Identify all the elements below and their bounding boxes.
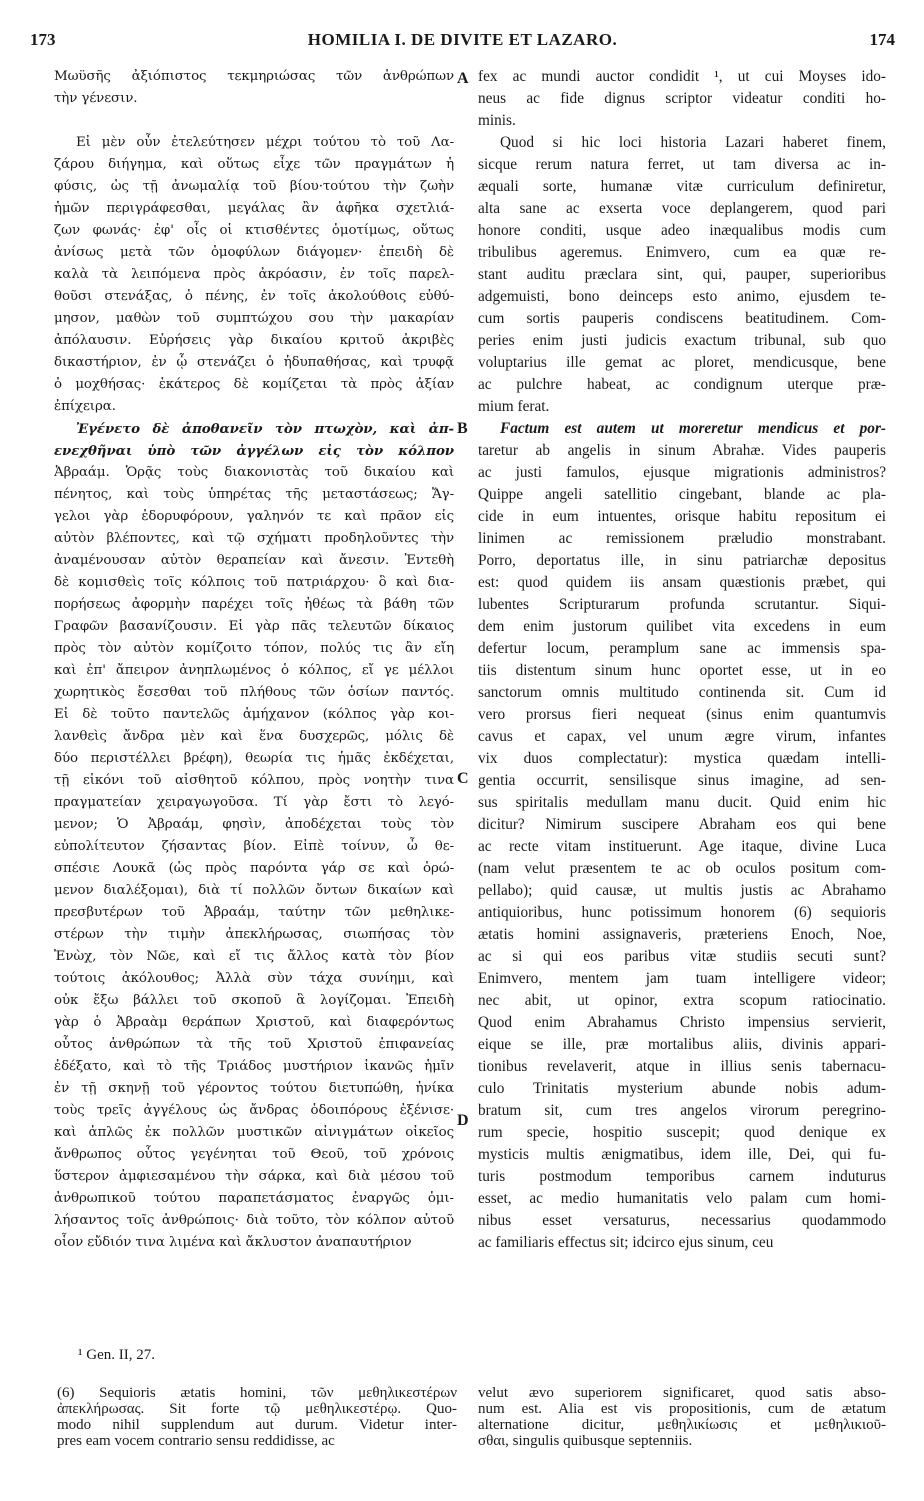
text-line: μενον διαλέξομαι), διὰ τί πολλῶν ὄντων δικαίων καὶ bbox=[54, 883, 454, 898]
text-line: eique se ille, præ mortalibus aliis, divinis appari- bbox=[478, 1036, 886, 1053]
footnote-line: num est. Alia est vis propositionis, cum de ætatum bbox=[478, 1401, 886, 1417]
text-line: nec abit, ut opinor, extra scopum ratiocinatio. bbox=[478, 992, 886, 1009]
text-line: ἀναμένουσαν αὐτὸν θεραπείαν καὶ ἄνεσιν. Ἐντεθὴ bbox=[54, 553, 454, 568]
section-marker-a: A bbox=[457, 70, 469, 87]
text-line: neus ac fide dignus scriptor videatur conditi ho- bbox=[478, 90, 886, 107]
text-line: ὁ μοχθήσας· ἑκάτερος δὲ κομίζεται τὰ πρὸς ἀξίαν bbox=[54, 377, 454, 392]
text-line: ac recte vitam instituerunt. Age itaque, divine Luca bbox=[478, 838, 886, 855]
page-header bbox=[30, 30, 895, 56]
text-line: Γραφῶν βασανίζουσιν. Εἰ γὰρ πᾶς τελευτῶν δίκαιος bbox=[54, 619, 454, 634]
text-line: ac familiaris effectus sit; idcirco ejus sinum, ceu bbox=[478, 1234, 774, 1251]
text-line: ζων φωνάς· ἐφ' οἷς οἱ κτισθέντες ὁμοτίμως, οὕτως bbox=[54, 223, 454, 238]
text-line bbox=[54, 110, 454, 132]
text-line: tionibus revelaverit, atque in illius senis tabernacu- bbox=[478, 1058, 886, 1075]
text-line: χωρητικὸς ἔσεσθαι τοῦ πλήθους τῶν ὁσίων παντός. bbox=[54, 685, 454, 700]
text-line: Ἐγένετο δὲ ἀποθανεῖν τὸν πτωχὸν, καὶ ἀπ- bbox=[76, 421, 454, 437]
text-line: sus spiritalis medullam manu ducit. Quid enim hic bbox=[478, 794, 886, 811]
footnote-line: pres eam vocem contrario sensu reddidisse, ac bbox=[57, 1433, 335, 1449]
text-line: defertur locum, peramplum sane ac immensis spa- bbox=[478, 640, 886, 657]
text-line: ἡμῶν περιγράφεσθαι, μεγάλας ἂν ἀφῆκα σχετλιά- bbox=[54, 201, 454, 216]
text-line: tribulibus ageremus. Enimvero, cum ea quæ re- bbox=[478, 244, 886, 261]
text-line: τῇ εἰκόνι τοῦ αἰσθητοῦ κόλπου, πρὸς νοητὴν τινα bbox=[54, 773, 454, 788]
text-line: Μωϋσῆς ἀξιόπιστος τεκμηριώσας τῶν ἀνθρώπων bbox=[54, 69, 454, 84]
text-line: φύσις, ὡς τῇ ἀνωμαλίᾳ τοῦ βίου·τούτου τὴν ζωὴν bbox=[54, 179, 454, 194]
text-line: vix duos complectatur): mystica quædam intelli- bbox=[478, 750, 886, 767]
text-line: ac justi famulos, ejusque migrationis administros? bbox=[478, 464, 886, 481]
text-line: καὶ ἁπλῶς ἐκ πολλῶν μυστικῶν αἰνιγμάτων οἰκεῖος bbox=[54, 1125, 454, 1140]
text-line: δὲ κομισθεὶς τοῖς κόλποις τοῦ πατριάρχου· ὃ καὶ δια- bbox=[54, 575, 454, 590]
text-line: οἷον εὔδιόν τινα λιμένα καὶ ἄκλυστον ἀναπαυτήριον bbox=[54, 1235, 412, 1250]
text-line: οὗτος ἀνθρώπων τὰ τῆς τοῦ Χριστοῦ ἐπιφανείας bbox=[54, 1037, 454, 1052]
page-number-left: 173 bbox=[30, 30, 56, 49]
section-marker-c: C bbox=[457, 770, 469, 787]
text-line: culo Trinitatis mysterium abunde nobis adum- bbox=[478, 1080, 886, 1097]
footnote-line: velut ævo superiorem significaret, quod satis abso- bbox=[478, 1385, 886, 1401]
footnote-line: modo nihil supplendum aut durum. Videtur inter- bbox=[57, 1417, 457, 1433]
text-line: πραγματείαν χειραγωγοῦσα. Τί γὰρ ἔστι τὸ λεγό- bbox=[54, 795, 454, 810]
text-line: θοῦσι στενάξας, ὁ πένης, ἐν τοῖς ἀκολούθοις εὐθύ- bbox=[54, 289, 454, 304]
text-line: Enimvero, mentem jam tuam intelligere videor; bbox=[478, 970, 886, 987]
text-line: δικαστήριον, ἐν ᾧ στενάζει ὁ ἡδυπαθήσας, καὶ τρυφᾷ bbox=[54, 355, 454, 370]
text-line: οὐκ ἔξω βάλλει τοῦ σκοποῦ ἃ λογίζομαι. Ἐπειδὴ bbox=[54, 993, 454, 1008]
text-line: pellabo); quid causæ, ut multis justis ac Abrahamo bbox=[478, 882, 886, 899]
text-line: Quippe angeli satellitio cingebant, blande ac pla- bbox=[478, 486, 886, 503]
text-line: ζάρου διήγημα, καὶ οὕτως εἶχε τῶν πραγμάτων ἡ bbox=[54, 157, 454, 172]
running-title: HOMILIA I. DE DIVITE ET LAZARO. bbox=[307, 30, 618, 49]
text-line: dem enim justorum quilibet vita excedens in eum bbox=[478, 618, 886, 635]
text-line: Ἐνὼχ, τὸν Νῶε, καὶ εἴ τις ἄλλος κατὰ τὸν βίον bbox=[54, 949, 454, 964]
text-line: ætatis homini assignaveris, præteriens Enoch, Noe, bbox=[478, 926, 886, 943]
text-line: ἐπίχειρα. bbox=[54, 399, 116, 414]
text-line: ac pulchre habeat, ac condignum uterque præ- bbox=[478, 376, 886, 393]
text-line: ενεχθῆναι ὑπὸ τῶν ἀγγέλων εἰς τὸν κόλπον bbox=[54, 443, 454, 459]
text-line: peries enim justi judicis exactum tribunal, sub quo bbox=[478, 332, 886, 349]
text-line: λανθεὶς ἄνδρα μὲν καὶ ἕνα δυσχερῶς, μόλις δὲ bbox=[54, 729, 454, 744]
text-line: ἐδέξατο, καὶ τὸ τῆς Τριάδος μυστήριον ἱκανῶς ἡμῖν bbox=[54, 1059, 454, 1074]
text-line: ἀνίσως μετὰ τῶν ὁμοφύλων διάγομεν· ἐπειδὴ δὲ bbox=[54, 245, 454, 260]
text-line: αὐτὸν βλέποντες, καὶ τῷ σχήματι προδηλοῦντες τὴν bbox=[54, 531, 454, 546]
page-number-right: 174 bbox=[869, 30, 895, 49]
section-marker-b: B bbox=[457, 420, 468, 437]
text-line: Ἀβραάμ. Ὁρᾷς τοὺς διακονιστὰς τοῦ δικαίου καὶ bbox=[54, 465, 454, 480]
text-line: stant auditu præclara sint, qui, pauper, superioribus bbox=[478, 266, 886, 283]
greek-text-column bbox=[54, 66, 454, 1254]
text-line: ἀνθρωπικοῦ τούτου παραπετάσματος ἐναργῶς ὁμι- bbox=[54, 1191, 454, 1206]
text-line: πορήσεως ἀφορμὴν παρέχει τοῖς ἠθέως τὰ βάθη τῶν bbox=[54, 597, 454, 612]
text-line: τοὺς τρεῖς ἀγγέλους ὡς ἄνδρας ὁδοιπόρους ἐξένισε· bbox=[54, 1103, 454, 1118]
text-line: cavus et capax, vel unum ægre virum, infantes bbox=[478, 728, 886, 745]
text-line: Factum est autem ut moreretur mendicus et por- bbox=[500, 420, 886, 437]
text-line: πρὸς τὸν αὐτὸν κομίζοιτο τόπον, πολύς τις ἂν εἴη bbox=[54, 641, 454, 656]
text-line: καὶ ἐπ' ἄπειρον ἀνηπλωμένος ὁ κόλπος, εἴ γε μέλλοι bbox=[54, 663, 454, 678]
text-line: δύο περιστέλλει βρέφη), θεωρία τις ἡμᾶς ἐκδέχεται, bbox=[54, 751, 454, 766]
text-line: sicque rerum natura ferret, ut tam diversa ac in- bbox=[478, 156, 886, 173]
text-line: vero prorsus fieri nequeat (sinus enim quantumvis bbox=[478, 706, 886, 723]
text-line: est: quod quidem iis ansam quæstionis præbet, qui bbox=[478, 574, 886, 591]
text-line: γὰρ ὁ Ἀβραὰμ θεράπων Χριστοῦ, καὶ διαφερόντως bbox=[54, 1015, 454, 1030]
text-line: ἐν τῇ σκηνῇ τοῦ γέροντος τούτου διετυπώθη, ἡνίκα bbox=[54, 1081, 454, 1096]
text-line: mium ferat. bbox=[478, 398, 550, 415]
text-line: rum specie, hospitio suscepit; quod denique ex bbox=[478, 1124, 886, 1141]
text-line: mysticis multis ænigmatibus, idem ille, Dei, qui fu- bbox=[478, 1146, 886, 1163]
text-line: nibus esset versaturus, necessarius quodammodo bbox=[478, 1212, 886, 1229]
text-line: taretur ab angelis in sinum Abrahæ. Vides pauperis bbox=[478, 442, 886, 459]
footnote-line: σθαι, singulis quibusque septenniis. bbox=[478, 1433, 693, 1449]
text-line: esset, ac medio humanitatis velo palam cum homi- bbox=[478, 1190, 886, 1207]
text-line: τὴν γένεσιν. bbox=[54, 91, 138, 106]
text-line: ἄνθρωπος οὗτος γεγένηται τοῦ Θεοῦ, τοῦ χρόνοις bbox=[54, 1147, 454, 1162]
text-line: μησον, μαθὼν τοῦ συμπτώχου σου τὴν μακαρίαν bbox=[54, 311, 454, 326]
text-line: alta sane ac exserta voce deplangerem, quod pari bbox=[478, 200, 886, 217]
text-line: fex ac mundi auctor condidit ¹, ut cui Moyses ido- bbox=[478, 68, 886, 85]
text-line: Εἰ μὲν οὖν ἐτελεύτησεν μέχρι τούτου τὸ τοῦ Λα- bbox=[76, 135, 454, 150]
footnote-reference: ¹ Gen. II, 27. bbox=[78, 1347, 155, 1363]
text-line: (nam velut præsentem te ac ob oculos positum com- bbox=[478, 860, 886, 877]
text-line: πρεσβυτέρων τοῦ Ἀβραάμ, ταύτην τῶν μεθηλικε- bbox=[54, 905, 454, 920]
text-line: dicitur? Nimirum suscipere Abraham eos qui bene bbox=[478, 816, 886, 833]
text-line: στέρων τὴν τιμὴν ἀπεκλήρωσας, σιωπήσας τὸν bbox=[54, 927, 454, 942]
text-line: πένητος, καὶ τοὺς ὑπηρέτας τῆς μεταστάσεως; Ἄγ- bbox=[54, 487, 454, 502]
text-line: ac si qui eos paribus vitæ studiis secuti sunt? bbox=[478, 948, 886, 965]
text-line: τούτοις ἀκόλουθος; Ἀλλὰ σὺν τάχα συνίημι, καὶ bbox=[54, 971, 454, 986]
footnote-left bbox=[57, 1385, 457, 1449]
text-line: adgemuisti, bono deinceps esto animo, ejusdem te- bbox=[478, 288, 886, 305]
text-line: καλὰ τὰ λειπόμενα πρὸς ἀκρόασιν, ἐν τοῖς παρελ- bbox=[54, 267, 454, 282]
latin-text-column bbox=[478, 66, 886, 1254]
text-line: cide in eum intuentes, orisque habitu repositum ei bbox=[478, 508, 886, 525]
text-line: bratum sit, cum tres angelos virorum peregrino- bbox=[478, 1102, 886, 1119]
text-line: linimen ac remissionem præludio monstrabant. bbox=[478, 530, 886, 547]
text-line: Porro, deportatus ille, in sinu patriarchæ depositus bbox=[478, 552, 886, 569]
text-line: λήσαντος τοῖς ἀνθρώποις· διὰ τοῦτο, τὸν κόλπον αὐτοῦ bbox=[54, 1213, 454, 1228]
text-line: μενον; Ὁ Ἀβραάμ, φησὶν, ἀποδέχεται τοὺς τὸν bbox=[54, 817, 454, 832]
text-line: cum sortis pauperis condiscens beatitudinem. Com- bbox=[478, 310, 886, 327]
text-line: σπέσιε Λουκᾶ (ὡς πρὸς παρόντα γάρ σε καὶ ὁρώ- bbox=[54, 861, 454, 876]
text-line: minis. bbox=[478, 112, 516, 129]
text-line: lubentes Scripturarum profunda scrutantur. Siqui- bbox=[478, 596, 886, 613]
text-line: honore conditi, usque adeo inæqualibus modis cum bbox=[478, 222, 886, 239]
text-line: ὕστερον ἀμφιεσαμένου τὴν σάρκα, καὶ διὰ μέσου τοῦ bbox=[54, 1169, 454, 1184]
footnote-line: alternatione dicitur, μεθηλικίωσις et μεθηλικιοῦ- bbox=[478, 1417, 886, 1433]
text-line: εὐπολίτευτον ζήσαντας βίον. Εἰπὲ τοίνυν, ὦ θε- bbox=[54, 839, 454, 854]
text-line: tiis distentum sinum hunc oportet esse, ut in eo bbox=[478, 662, 886, 679]
footnote-line: ἀπεκλήρωσας. Sit forte τῷ μεθηλικεστέρῳ. Quo- bbox=[57, 1401, 457, 1417]
section-marker-d: D bbox=[457, 1112, 469, 1129]
text-line: gentia occurrit, sensilisque sinus imagine, ad sen- bbox=[478, 772, 886, 789]
text-line: voluptarius ille gemat ac ploret, mendicusque, bene bbox=[478, 354, 886, 371]
text-line: Quod enim Abrahamus Christo impensius servierit, bbox=[478, 1014, 886, 1031]
text-line: ἀπόλαυσιν. Εὑρήσεις γὰρ δικαίου κριτοῦ ἀκριβὲς bbox=[54, 333, 454, 348]
text-line: æquali sorte, humanæ vitæ curriculum definiretur, bbox=[478, 178, 886, 195]
text-line: sanctorum omnis multitudo continenda sit. Cum id bbox=[478, 684, 886, 701]
text-line: turis postmodum temporibus carnem induturus bbox=[478, 1168, 886, 1185]
text-line: Quod si hic loci historia Lazari haberet finem, bbox=[500, 134, 886, 151]
footnote-right bbox=[478, 1385, 886, 1449]
text-line: Εἰ δὲ τοῦτο παντελῶς ἀμήχανον (κόλπος γὰρ κοι- bbox=[54, 707, 454, 722]
text-line: γελοι γὰρ ἐδορυφόρουν, γαληνόν τε καὶ πρᾶον εἰς bbox=[54, 509, 454, 524]
text-line: antiquioribus, hunc potissimum honorem (6) sequioris bbox=[478, 904, 886, 921]
footnote-line: (6) Sequioris ætatis homini, τῶν μεθηλικεστέρων bbox=[57, 1385, 457, 1401]
